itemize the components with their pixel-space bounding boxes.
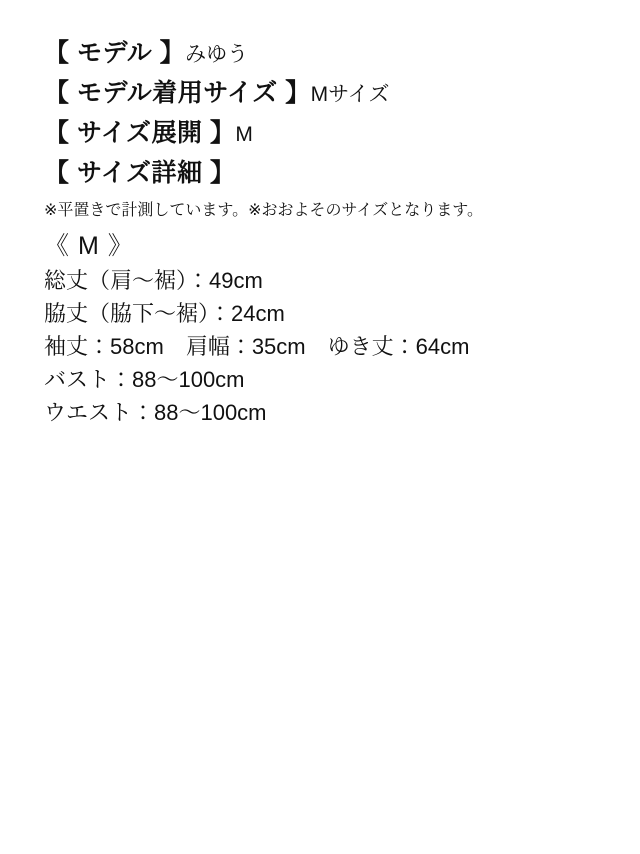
measurement-note: ※平置きで計測しています。※おおよそのサイズとなります。 (44, 202, 483, 219)
spec-label-model: 【 モデル 】 (44, 39, 186, 67)
spec-row-model (44, 34, 600, 74)
spec-value-model: みゆう (185, 43, 249, 66)
measure-side-length: 脇丈（脇下〜裾）：24cm (44, 301, 285, 326)
measure-waist: ウエスト：88〜100cm (44, 400, 267, 425)
measurement-list (44, 264, 600, 429)
measure-shoulder-width: 肩幅：35cm (185, 334, 306, 359)
spec-label-model-wearing-size: 【 モデル着用サイズ 】 (44, 79, 311, 107)
measure-total-length: 総丈（肩〜裾）：49cm (44, 268, 263, 293)
spec-row-size-range (44, 114, 600, 154)
measure-sleeve-row (44, 330, 600, 363)
size-label-m: 《 M 》 (44, 232, 134, 260)
spec-value-size-range: M (235, 123, 253, 146)
spec-label-size-range: 【 サイズ展開 】 (44, 119, 236, 147)
measure-sleeve-length: 袖丈：58cm (44, 334, 164, 359)
spec-row-size-detail (44, 154, 600, 194)
spec-value-model-wearing-size: Mサイズ (310, 83, 390, 106)
measure-bust: バスト：88〜100cm (44, 367, 245, 392)
measure-yuki-length: ゆき丈：64cm (327, 334, 470, 359)
spec-header-list (44, 34, 600, 194)
spec-row-model-wearing-size (44, 74, 600, 114)
spec-label-size-detail: 【 サイズ詳細 】 (44, 159, 236, 187)
